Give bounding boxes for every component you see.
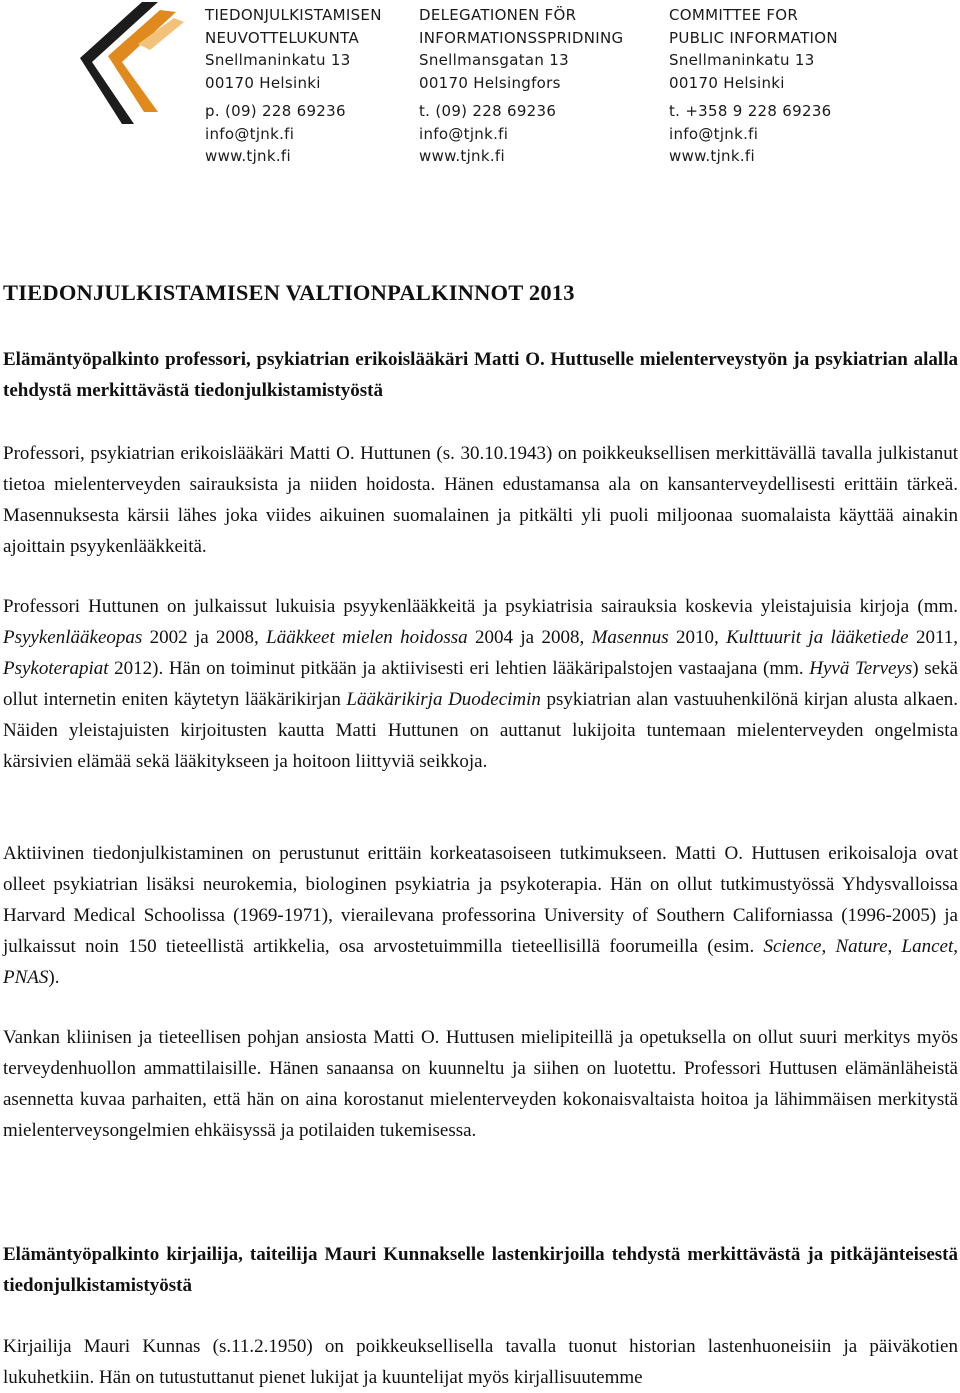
postal-city: 00170 Helsinki [669,73,785,92]
section2-heading: Elämäntyöpalkinto kirjailija, taiteilija Mauri Kunnakselle lastenkirjoilla tehdystä merkittävästä ja pitkäjänteisestä tiedonjulkistamistyöstä [3,1244,958,1296]
web-link[interactable]: www.tjnk.fi [205,147,291,165]
org-name-line2: PUBLIC INFORMATION [669,28,838,47]
email-link[interactable]: info@tjnk.fi [205,124,295,143]
section2-paragraph-1: Kirjailija Mauri Kunnas (s.11.2.1950) on poikkeuksellisella tavalla tuonut historian lastenhuoneisiin ja päiväkotien lukuhetkiin. Hän on tutustuttanut pienet lukijat ja kuuntelijat myös kirjallisuutemme [3,1336,958,1388]
web-link[interactable]: www.tjnk.fi [419,147,505,165]
email-link[interactable]: info@tjnk.fi [669,124,759,143]
header-column-sv [419,4,623,168]
phone: t. +358 9 228 69236 [669,102,832,120]
postal-city: 00170 Helsinki [205,73,321,92]
org-name-line2: INFORMATIONSSPRIDNING [419,28,624,47]
org-name-line2: NEUVOTTELUKUNTA [205,28,360,47]
header-column-en [669,4,838,168]
phone: t. (09) 228 69236 [419,102,557,120]
web-link[interactable]: www.tjnk.fi [669,147,755,165]
org-name-line1: DELEGATIONEN FÖR [419,6,577,24]
phone: p. (09) 228 69236 [205,102,346,120]
org-name-line1: TIEDONJULKISTAMISEN [205,6,382,24]
email-link[interactable]: info@tjnk.fi [419,124,509,143]
street-address: Snellmaninkatu 13 [669,51,815,69]
section1-paragraph-2: Professori Huttunen on julkaissut lukuisia psyykenlääkkeitä ja psykiatrisia sairauksia koskevia yleistajuisia kirjoja (mm. Psyykenlääkeopas 2002 ja 2008, Lääkkeet mielen hoidossa 2004 ja 2008, Masennus 2010, Kulttuurit ja lääketiede 2011, Psykoterapiat 2012). Hän on toiminut pitkään ja aktiivisesti eri lehtien lääkäripalstojen vastaajana (mm. Hyvä Terveys) sekä ollut internetin eniten käytetyn lääkärikirjan Lääkärikirja Duodecimin psykiatrian alan vastuuhenkilönä kirjan alusta alkaen. Näiden yleistajuisten kirjoitusten kautta Matti Huttunen on auttanut lukijoita tuntemaan mielenterveyden ongelmista kärsivien elämää sekä lääkitykseen ja hoitoon liittyviä seikkoja. [3,596,959,772]
section1-heading: Elämäntyöpalkinto professori, psykiatrian erikoislääkäri Matti O. Huttuselle mielenterveystyön ja psykiatrian alalla tehdystä merkittävästä tiedonjulkistamistyöstä [3,349,958,401]
header-column-fi [205,4,382,168]
street-address: Snellmaninkatu 13 [205,51,351,69]
tjnk-logo-icon [72,0,192,130]
street-address: Snellmansgatan 13 [419,51,569,69]
document-title: TIEDONJULKISTAMISEN VALTIONPALKINNOT 2013 [3,280,575,305]
section1-paragraph-4: Vankan kliinisen ja tieteellisen pohjan ansiosta Matti O. Huttusen mielipiteillä ja opetuksella on ollut suuri merkitys myös terveydenhuollon ammattilaisille. Hänen sanaansa on kuunneltu ja siihen on luotettu. Professori Huttusen elämänläheistä asennetta kuvaa parhaiten, että hän on aina korostanut mielenterveyden kokonaisvaltaista hoitoa ja lähimmäisen merkitystä mielenterveysongelmien ehkäisyssä ja potilaiden tukemisessa. [3,1027,958,1141]
section1-paragraph-1: Professori, psykiatrian erikoislääkäri Matti O. Huttunen (s. 30.10.1943) on poikkeuksellisen merkittävällä tavalla julkistanut tietoa mielenterveyden sairauksista ja niiden hoidosta. Hänen edustamansa ala on kansanterveydellisesti erittäin tärkeä. Masennuksesta kärsii lähes joka viides aikuinen suomalainen ja pitkälti yli puoli miljoonaa suomalaista käyttää ainakin ajoittain psyykenlääkkeitä. [3,443,958,557]
postal-city: 00170 Helsingfors [419,73,561,92]
section1-paragraph-3: Aktiivinen tiedonjulkistaminen on perustunut erittäin korkeatasoiseen tutkimukseen. Matti O. Huttusen erikoisaloja ovat olleet psykiatrian lisäksi neurokemia, biologinen psykiatria ja psykoterapia. Hän on ollut tutkimustyössä Yhdysvalloissa Harvard Medical Schoolissa (1969-1971), vierailevana professorina University of Southern Californiassa (1996-2005) ja julkaissut noin 150 tieteellistä artikkelia, osa arvostetuimmilla tieteellisillä foorumeilla (esim. Science, Nature, Lancet, PNAS). [3,843,959,988]
org-name-line1: COMMITTEE FOR [669,6,799,24]
